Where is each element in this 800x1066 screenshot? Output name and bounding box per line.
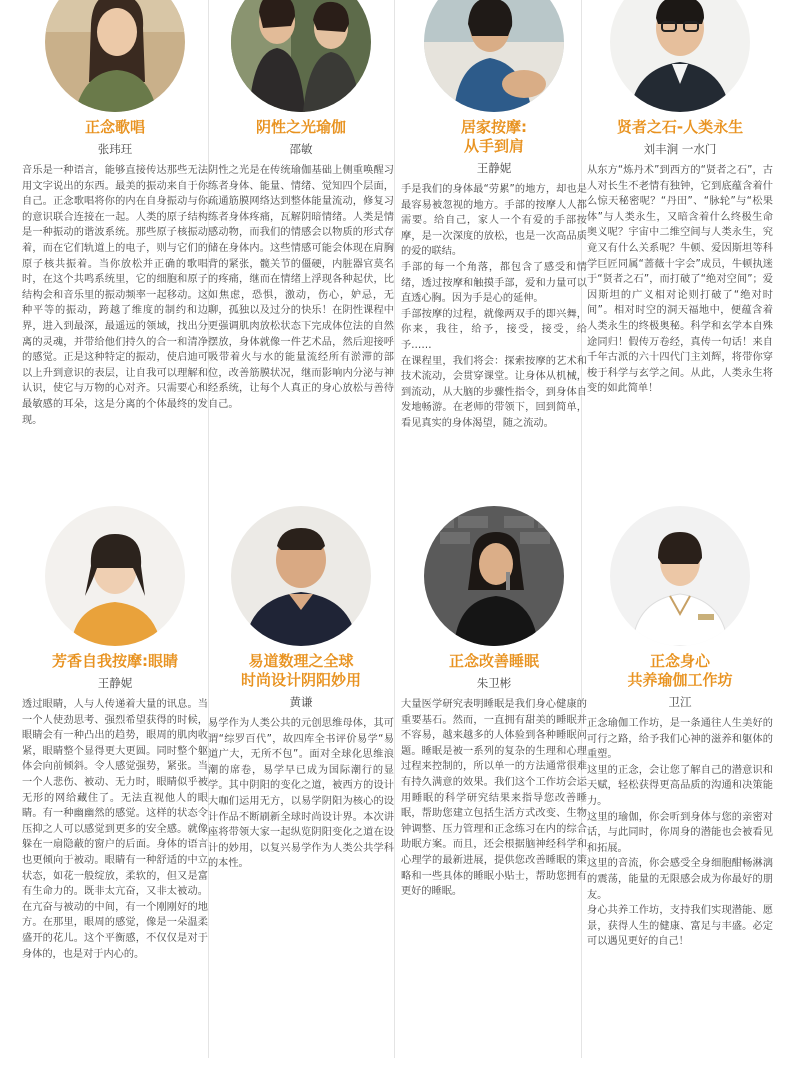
speaker-name: 邵敏 (289, 142, 313, 156)
speaker-name: 王静妮 (97, 676, 133, 690)
description-paragraph: 手是我们的身体最“劳累”的地方，却也是最容易被忽视的地方。手部的按摩人人都需要。给自己，家人一个有爱的手部按摩，是一次深度的放松，也是一次高品质的爱的联结。 (401, 184, 587, 258)
description-paragraph: 这里的正念，会让您了解自己的潜意识和天赋，轻松获得更高品质的沟通和决策能力。 (587, 764, 773, 807)
workshop-card (401, 506, 587, 900)
speaker-name: 王静妮 (476, 161, 512, 175)
description-paragraph: 透过眼睛，人与人传递着大量的讯息。当一个人使劲思考、强烈希望获得的时候，眼睛会有一种凸出的趋势，眼周的肌肉收紧，眼睛整个显得更大更圆。同时整个躯体会向前倾斜。令人感觉强势，紧张。当一个人悲伤、被动、无力时，眼睛似乎被无形的网给藏住了。无法直视他人的眼睛。有一种幽幽然的感觉。这样的状态令压抑之人可以感觉到更多的安全感。就像躲在一扇隐蔽的窗户的后面。身体的语言也更倾向于被动。眼睛有一种舒适的中立状态，如花一般绽放，柔软的，但又是富有生命力的。既非太亢奋，又非太被动。在亢奋与被动的中间，有一个刚刚好的地方。在那里，眼周的感觉，像是一朵温柔盛开的花儿。这个平衡感，不仅仅是对于身体的，也是对于内心的。 (22, 699, 208, 960)
description-paragraph: 手部的每一个角落，都包含了感受和情绪，透过按摩和触摸手部，爱和力量可以直透心胸。因为手是心的延伸。 (401, 261, 587, 305)
workshop-title: 贤者之石-人类永生 (616, 118, 744, 136)
description-paragraph: 从东方“炼丹术”到西方的“贤者之石”，古人对长生不老情有独钟，它到底蕴含着什么惊天秘密呢？“丹田”、“脉轮”与“松果体”与人类永生，又暗含着什么终极生命奥义呢？宇宙中二维空间与人类永生，究竟又有什么关系呢？牛顿、爱因斯坦等科学巨匠同属“蔷薇十字会”成员，牛顿执迷于“贤者之石”，而打破了“绝对空间”；爱因斯坦的广义相对论则打破了“绝对时间”。相对时空的洞天福地中，便蕴含着人类永生的终极奥秘。科学和玄学本自殊途同归！假传万卷经，真传一句话！来自千年古派的六十四代门主刘辉，将带你穿梭于科学与玄学之间。从此，人类永生将变的如此简单！ (587, 165, 773, 395)
column-divider (394, 0, 395, 1058)
speaker-avatar (424, 506, 564, 646)
description-paragraph: 易学作为人类公共的元创思维母体，其可谓“综罗百代”，故四库全书评价易学“易道广大，无所不包”。面对全球化思维浪潮的席卷，易学早已成为国际潮行的显学。其中阴阳的变化之道，被西方的设计大咖们运用无方，以易学阴阳为核心的设计作品不断刷新全球时尚设计界。本次讲座将带领大家一起纵览阴阳变化之道在设计的妙用，以复兴易学作为人类公共学科的本性。 (208, 718, 394, 870)
workshop-title: 阴性之光瑜伽 (255, 118, 346, 136)
description-paragraph: 大量医学研究表明睡眠是我们身心健康的重要基石。然而，一直拥有甜美的睡眠并不容易，越来越多的人体验到各种睡眠问题。睡眠是被一系列的复杂的生理和心理过程来控制的，所以单一的方法通常很难有持久满意的效果。我们这个工作坊会运用睡眠的科学研究结果来指导您改善睡眠，帮助您建立包括生活方式改变、生物钟调整、压力管理和正念练习在内的综合助眠方案。而且，还会根据脑神经科学和心理学的最新进展，提供您改善睡眠的策略和一些具体的睡眠小贴士，帮助您拥有更好的睡眠。 (401, 699, 587, 898)
workshop-title: 易道数理之全球 时尚设计阴阳妙用 (240, 652, 361, 689)
speaker-avatar (231, 506, 371, 646)
description-paragraph: 身心共养工作坊，支持我们实现潜能、愿景，获得人生的健康、富足与丰盛。必定可以遇见更好的自己！ (587, 905, 773, 948)
workshop-card (587, 506, 773, 950)
workshop-card (208, 506, 394, 872)
speaker-avatar (231, 0, 371, 112)
description-paragraph: 音乐是一种语言，能够直接传达那些无法用文字说出的东西。最美的振动来自于你自己。正念歌唱将你的内在自身振动与你的意识联合连接在一起。人类的原子结构是一种振动的谐波系统。那些原子核振动着，而在它们轨道上的电子，则与它们的原子核共振着。当你放松并正确的歌唱时，在这个共鸣系统里，它的细胞和原子结构会和音乐里的振动频率一起移动。这种平等的振动，跨越了维度的制约和边界，进入到最深，最遥远的领域，找出分离的灵魂，并带给他们持久的合一和清净的感觉。正是这种特定的振动，使启迪可以上升到意识的表层，让自我可以理解和认识，使它与万物的心对齐。只需要心和最敏感的耳朵，这是分离的个体最终的发现。 (22, 165, 208, 426)
speaker-avatar (610, 0, 750, 112)
workshop-description (208, 716, 394, 872)
speaker-name: 张玮玨 (97, 142, 133, 156)
description-paragraph: 这里的瑜伽，你会听到身体与您的亲密对话，与此同时，你周身的潜能也会被看见和拓展。 (587, 811, 773, 854)
description-paragraph: 这里的音流，你会感受全身细胞酣畅淋漓的震荡，能量的无限感会成为你最好的朋友。 (587, 858, 773, 901)
description-paragraph: 阴性之光是在传统瑜伽基础上侧重唤醒习练者身体、能量、情绪、觉知四个层面，疏通筋膜网络达到整体能量流动，修复习练者身体疼痛，瓦解阴暗情绪。人类是情感动物，而我们的情感会以物质的形式存储在身体内。这些情感可能会体现在肩胸背的紧张，髋关节的僵硬，内脏器官莫名的疼痛，继而在情绪上浮现各种起伏，比如焦虑，恐惧，激动，伤心，妒忌，无聊，孤独以及过分的快乐！在阴性课程中更强调肌肉放松状态下完成体位法的自然摆放，身体就像一件艺术品，然后迎接呼吸带着火与水的能量流经所有淤滞的部位，改善筋膜状况，继而影响内分泌与神经系统，让每个人真正的身心放松与善待自己。 (208, 165, 394, 410)
workshop-card (587, 0, 773, 397)
description-paragraph: 正念瑜伽工作坊，是一条通往人生美好的可行之路，给予我们心神的滋养和躯体的重塑。 (587, 718, 773, 761)
workshop-description (401, 697, 587, 900)
workshop-description (401, 182, 587, 432)
workshop-title: 正念歌唱 (84, 118, 145, 136)
workshop-card (22, 506, 208, 962)
workshop-description (208, 163, 394, 413)
workshop-title: 正念身心 共养瑜伽工作坊 (627, 652, 733, 689)
workshop-description (587, 163, 773, 397)
workshop-description (587, 716, 773, 950)
workshop-description (22, 697, 208, 962)
workshop-description (22, 163, 208, 428)
workshop-card (22, 0, 208, 428)
workshop-title: 居家按摩: 从手到肩 (461, 118, 527, 155)
speaker-name: 卫江 (668, 695, 692, 709)
speaker-name: 刘丰涧 一水门 (643, 142, 717, 156)
workshop-card (401, 0, 587, 432)
speaker-name: 朱卫彬 (476, 676, 512, 690)
workshop-title: 正念改善睡眠 (448, 652, 539, 670)
description-paragraph: 在课程里，我们将会：探索按摩的艺术和技术流动，会贯穿课堂。让身体从机械，到流动，从大脑的步骤性指令，到身体自发地畅游。在老师的带领下，回到简单，看见真实的身体渴望，随之流动。 (401, 355, 587, 429)
description-paragraph: 手部按摩的过程，就像两双手的即兴舞，你来，我往，给予，接受，接受，给予…… (401, 308, 587, 351)
speaker-avatar (45, 0, 185, 112)
workshop-title: 芳香自我按摩:眼睛 (52, 652, 178, 670)
speaker-avatar (45, 506, 185, 646)
speaker-name: 黄谦 (289, 695, 313, 709)
workshop-card (208, 0, 394, 413)
speaker-avatar (610, 506, 750, 646)
speaker-avatar (424, 0, 564, 112)
